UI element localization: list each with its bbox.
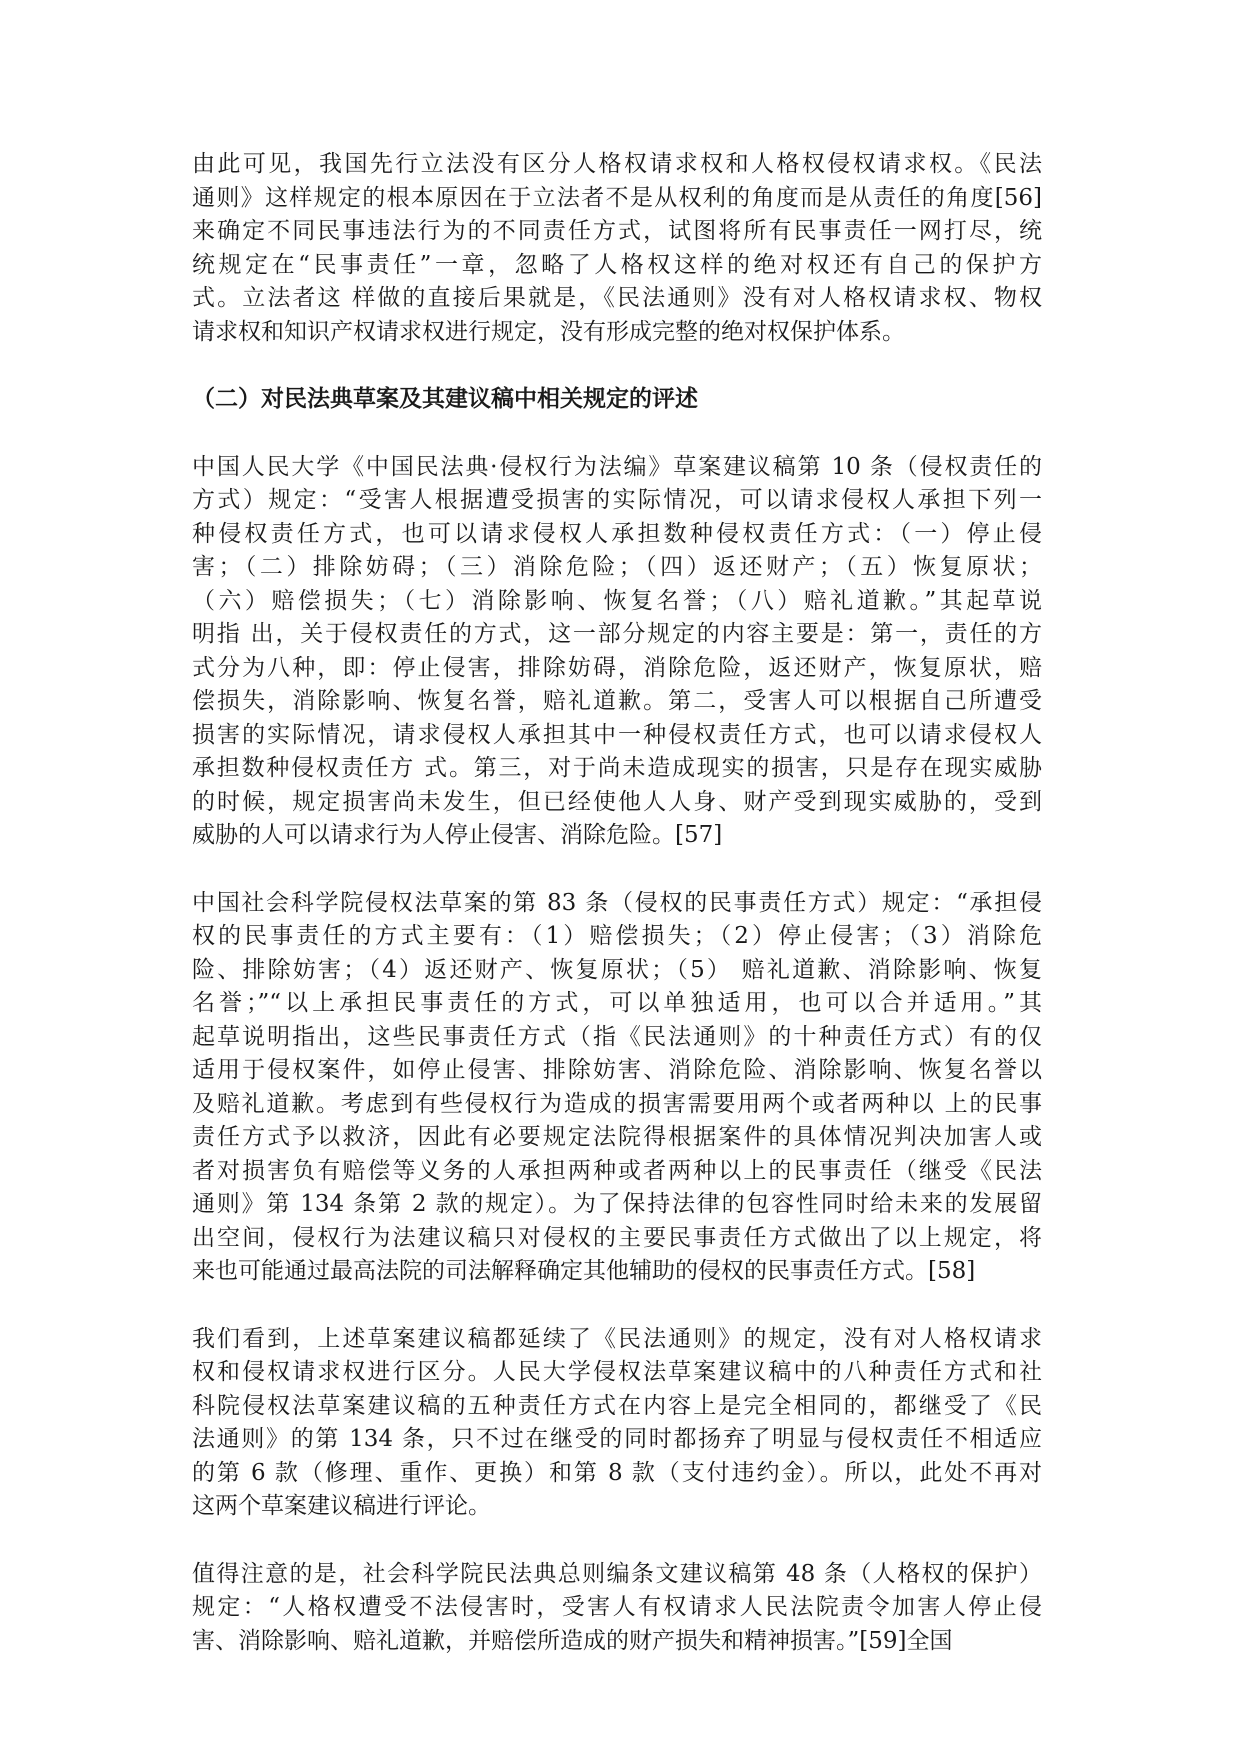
text-line: 明指 出，关于侵权责任的方式，这一部分规定的内容主要是：第一，责任的方 [192,621,1042,647]
text-line: 者对损害负有赔偿等义务的人承担两种或者两种以上的民事责任（继受《民法 [192,1157,1042,1184]
text-line: 责任方式予以救济，因此有必要规定法院得根据案件的具体情况判决加害人或 [192,1124,1042,1150]
paragraph-2 [192,451,1042,853]
text-line: 中国社会科学院侵权法草案的第 83 条（侵权的民事责任方式）规定：“承担侵 [192,889,1042,916]
text-line: 科院侵权法草案建议稿的五种责任方式在内容上是完全相同的，都继受了《民 [192,1392,1042,1419]
text-line: 中国人民大学《中国民法典·侵权行为法编》草案建议稿第 10 条（侵权责任的 [192,453,1042,480]
text-line: 权和侵权请求权进行区分。人民大学侵权法草案建议稿中的八种责任方式和社 [192,1359,1042,1385]
text-line: 式。立法者这 样做的直接后果就是，《民法通则》没有对人格权请求权、物权 [192,285,1042,311]
text-line: 出空间，侵权行为法建议稿只对侵权的主要民事责任方式做出了以上规定，将 [192,1224,1042,1251]
text-line: （六）赔偿损失；（七）消除影响、恢复名誉；（八）赔礼道歉。”其起草说 [192,587,1042,614]
text-line: 法通则》的第 134 条，只不过在继受的同时都扬弃了明显与侵权责任不相适应 [192,1426,1042,1452]
paragraph-4 [192,1323,1042,1524]
text-line: 通则》第 134 条第 2 款的规定）。为了保持法律的包容性同时给未来的发展留 [192,1191,1042,1217]
text-line: 威胁的人可以请求行为人停止侵害、消除危险。[57] [192,822,723,848]
text-line: 适用于侵权案件，如停止侵害、排除妨害、消除危险、消除影响、恢复名誉以 [192,1057,1042,1083]
text-line: 值得注意的是，社会科学院民法典总则编条文建议稿第 48 条（人格权的保护） [192,1560,1042,1587]
paragraph-3 [192,887,1042,1289]
text-line: 规定：“人格权遭受不法侵害时，受害人有权请求人民法院责令加害人停止侵 [192,1594,1042,1620]
text-line: 害、消除影响、赔礼道歉，并赔偿所造成的财产损失和精神损害。”[59]全国 [192,1627,953,1654]
text-line: 险、排除妨害；（4）返还财产、恢复原状；（5） 赔礼道歉、消除影响、恢复 [192,956,1042,983]
paragraph-1 [192,148,1042,349]
text-line: 统规定在“民事责任”一章，忽略了人格权这样的绝对权还有自己的保护方 [192,251,1042,278]
document-body [192,148,1042,1692]
text-line: 承担数种侵权责任方 式。第三，对于尚未造成现实的损害，只是存在现实威胁 [192,755,1042,781]
section-heading: （二）对民法典草案及其建议稿中相关规定的评述 [192,386,698,412]
text-line: 来也可能通过最高法院的司法解释确定其他辅助的侵权的民事责任方式。[58] [192,1258,976,1284]
text-line: 请求权和知识产权请求权进行规定，没有形成完整的绝对权保护体系。 [192,318,905,345]
text-line: 由此可见，我国先行立法没有区分人格权请求权和人格权侵权请求权。《民法 [192,151,1042,177]
text-line: 权的民事责任的方式主要有：（1）赔偿损失；（2）停止侵害；（3）消除危 [192,923,1042,949]
text-line: 这两个草案建议稿进行评论。 [192,1493,491,1519]
text-line: 方式）规定：“受害人根据遭受损害的实际情况，可以请求侵权人承担下列一 [192,487,1042,513]
text-line: 的时候，规定损害尚未发生，但已经使他人人身、财产受到现实威胁的，受到 [192,788,1042,815]
text-line: 通则》这样规定的根本原因在于立法者不是从权利的角度而是从责任的角度[56] [192,184,1042,211]
text-line: 名誉；”“以上承担民事责任的方式，可以单独适用，也可以合并适用。”其 [192,990,1042,1016]
text-line: 种侵权责任方式，也可以请求侵权人承担数种侵权责任方式：（一）停止侵 [192,520,1042,547]
paragraph-5 [192,1558,1042,1659]
text-line: 我们看到，上述草案建议稿都延续了《民法通则》的规定，没有对人格权请求 [192,1325,1042,1352]
text-line: 来确定不同民事违法行为的不同责任方式，试图将所有民事责任一网打尽，统 [192,218,1042,244]
text-line: 偿损失，消除影响、恢复名誉，赔礼道歉。第二，受害人可以根据自己所遭受 [192,688,1042,714]
text-line: 及赔礼道歉。考虑到有些侵权行为造成的损害需要用两个或者两种以 上的民事 [192,1090,1042,1117]
text-line: 式分为八种，即：停止侵害，排除妨碍，消除危险，返还财产，恢复原状，赔 [192,654,1042,681]
text-line: 损害的实际情况，请求侵权人承担其中一种侵权责任方式，也可以请求侵权人 [192,721,1042,748]
text-line: 的第 6 款（修理、重作、更换）和第 8 款（支付违约金）。所以，此处不再对 [192,1459,1042,1486]
text-line: 起草说明指出，这些民事责任方式（指《民法通则》的十种责任方式）有的仅 [192,1023,1042,1050]
text-line: 害；（二）排除妨碍；（三）消除危险；（四）返还财产；（五）恢复原状； [192,554,1042,580]
